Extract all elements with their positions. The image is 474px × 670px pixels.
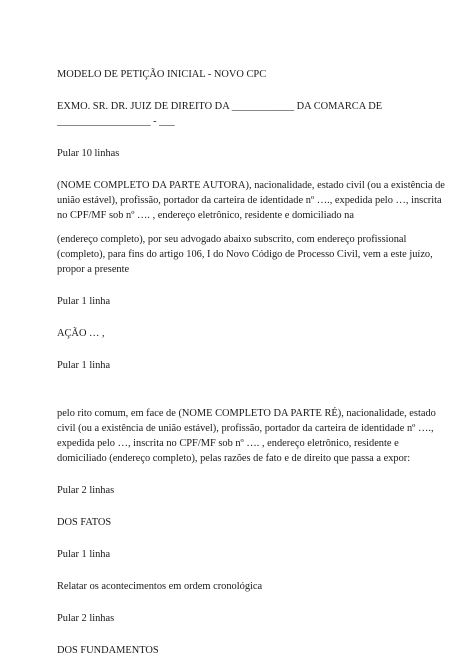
instruction-skip-2-lines: Pular 2 linhas [57,485,115,496]
instruction-skip-1-line: Pular 1 linha [57,360,111,371]
plaintiff-line-3: no CPF/MF sob nº …. , endereço eletrônico, residente e domiciliado na [57,210,354,221]
instruction-skip-1-line: Pular 1 linha [57,296,111,307]
plaintiff-line-2: união estável), profissão, portador da carteira de identidade nº …., expedida pelo …, inscrita [57,195,442,206]
facts-instruction: Relatar os acontecimentos em ordem cronológica [57,581,263,592]
instruction-skip-2-lines: Pular 2 linhas [57,613,115,624]
defendant-line-1: pelo rito comum, em face de (NOME COMPLETO DA PARTE RÉ), nacionalidade, estado [57,408,436,419]
instruction-skip-10-lines: Pular 10 linhas [57,148,120,159]
defendant-line-4: domiciliado (endereço completo), pelas razões de fato e de direito que passa a expor: [57,453,411,464]
defendant-line-2: civil (ou a existência de união estável), profissão, portador da carteira de identidade nº …., [57,423,434,434]
instruction-skip-1-line: Pular 1 linha [57,549,111,560]
plaintiff-line-1: (NOME COMPLETO DA PARTE AUTORA), nacionalidade, estado civil (ou a existência de [57,180,445,191]
defendant-line-3: expedida pelo …, inscrita no CPF/MF sob nº …. , endereço eletrônico, residente e [57,438,399,449]
lawyer-address-line-3: propor a presente [57,264,130,275]
lawyer-address-line-2: (completo), para fins do artigo 106, I do Novo Código de Processo Civil, vem a este juízo, [57,249,433,260]
action-name: AÇÃO … , [57,328,105,339]
address-line-2: __________________ - ___ [57,116,175,127]
document-title: MODELO DE PETIÇÃO INICIAL - NOVO CPC [57,69,267,80]
section-heading-facts: DOS FATOS [57,517,112,528]
lawyer-address-line-1: (endereço completo), por seu advogado abaixo subscrito, com endereço profissional [57,234,407,245]
section-heading-grounds: DOS FUNDAMENTOS [57,645,159,656]
address-line-1: EXMO. SR. DR. JUIZ DE DIREITO DA ____________ DA COMARCA DE [57,101,383,112]
